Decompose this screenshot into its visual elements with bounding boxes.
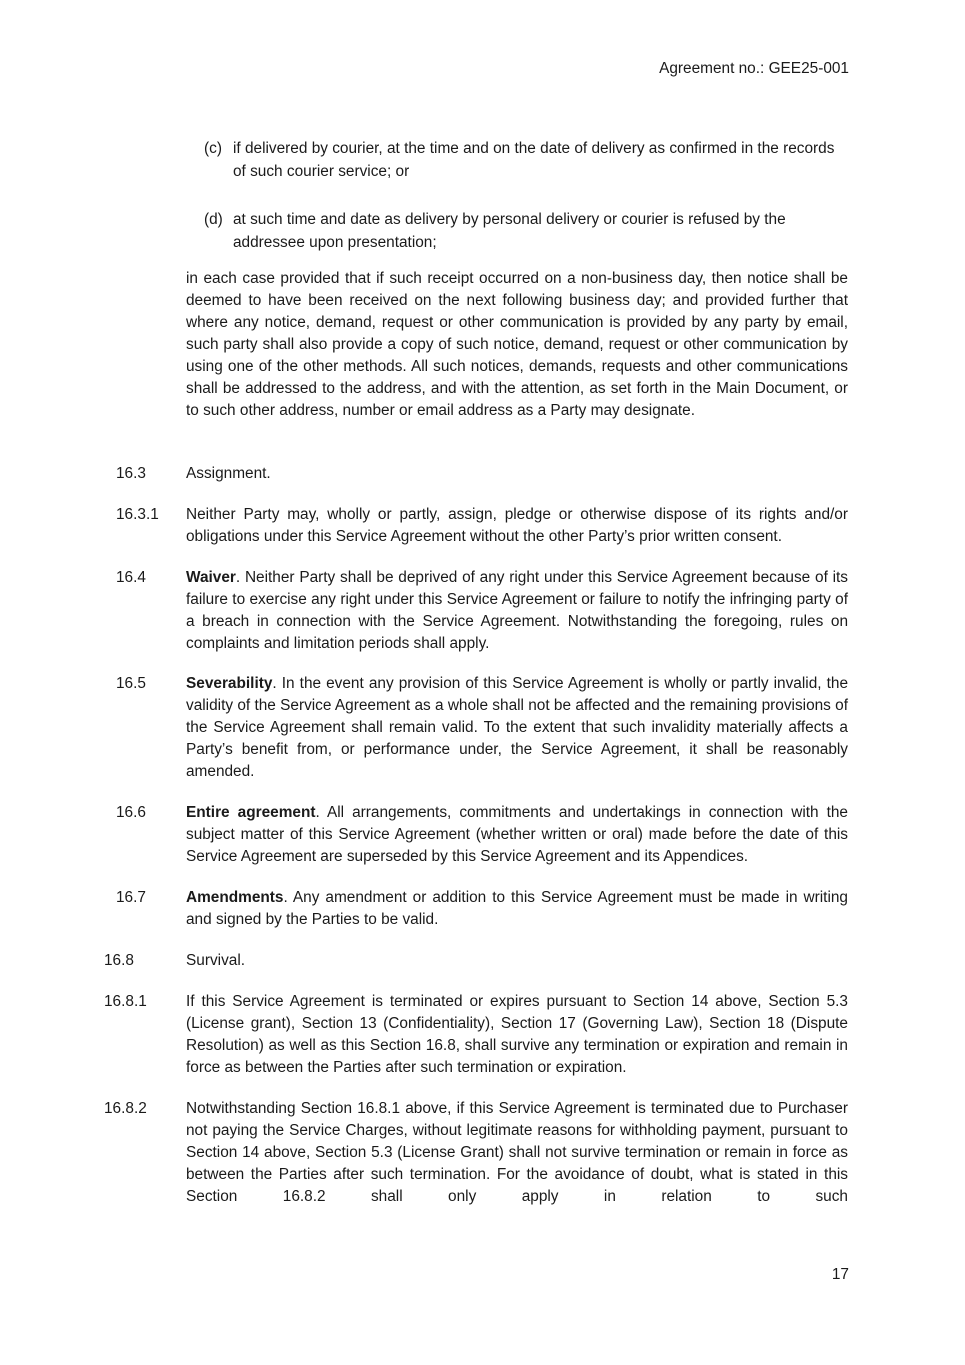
section-text-16-8: Survival. [186, 952, 246, 969]
section-number-16-5: 16.5 [116, 675, 146, 692]
section-title-amendments: Amendments [186, 889, 284, 906]
section-number-16-6: 16.6 [116, 804, 146, 821]
section-text-16-3-1: Neither Party may, wholly or partly, assign, pledge or otherwise dispose of its rights and/or obligations under this Service Agreement without the other Party’s prior written consent. [186, 506, 848, 545]
section-text-16-4: . Neither Party shall be deprived of any right under this Service Agreement because of its failure to exercise any right under this Service Agreement or failure to notify the infringing party of a breach in connection with the Service Agreement. Notwithstanding the foregoing, rules on complaints and limitation periods shall apply. [186, 569, 848, 652]
section-number-16-7: 16.7 [116, 889, 146, 906]
list-label-c: (c) [204, 140, 222, 157]
agreement-number-header: Agreement no.: GEE25-001 [659, 60, 849, 77]
section-number-16-4: 16.4 [116, 569, 146, 586]
section-title-severability: Severability [186, 675, 273, 692]
list-text-c: if delivered by courier, at the time and on the date of delivery as confirmed in the records of such courier service; or [233, 140, 835, 180]
section-number-16-8-1: 16.8.1 [104, 993, 147, 1010]
section-16-5 [186, 673, 848, 783]
list-item-c [204, 137, 848, 183]
section-text-16-3: Assignment. [186, 465, 271, 482]
section-title-waiver: Waiver [186, 569, 236, 586]
section-number-16-8: 16.8 [104, 952, 134, 969]
page-number: 17 [831, 1266, 849, 1283]
section-16-6 [186, 802, 848, 868]
section-text-16-7: . Any amendment or addition to this Service Agreement must be made in writing and signed by the Parties to be valid. [186, 889, 848, 928]
section-number-16-3: 16.3 [116, 465, 146, 482]
section-text-16-5: . In the event any provision of this Service Agreement is wholly or partly invalid, the validity of the Service Agreement as a whole shall not be affected and the remaining provisions of the Service Agreement shall remain valid. To the extent that such invalidity materially affects a Party’s benefit from, or performance under, the Service Agreement, it shall be reasonably amended. [186, 675, 848, 780]
list-label-d: (d) [204, 211, 223, 228]
section-text-16-8-2: Notwithstanding Section 16.8.1 above, if this Service Agreement is terminated due to Purchaser not paying the Service Charges, without legitimate reasons for withholding payment, pursuant to Section 14 above, Section 5.3 (License Grant) shall not survive termination or remain in force as between the Parties after such termination. For the avoidance of doubt, what is stated in this Section 16.8.2 shall only apply in relation to such [186, 1100, 848, 1205]
section-number-16-3-1: 16.3.1 [116, 506, 159, 523]
section-number-16-8-2: 16.8.2 [104, 1100, 147, 1117]
section-text-16-6: . All arrangements, commitments and undertakings in connection with the subject matter of this Service Agreement (whether written or oral) made before the date of this Service Agreement are superseded by this Service Agreement and its Appendices. [186, 804, 848, 865]
notice-continuation-paragraph: in each case provided that if such receipt occurred on a non-business day, then notice shall be deemed to have been received on the next following business day; and provided further that where any notice, demand, request or other communication is provided by any party by email, such party shall also provide a copy of such notice, demand, request or other communication by using one of the other methods. All such notices, demands, requests and other communications shall be addressed to the address, and with the attention, as set forth in the Main Document, or to such other address, number or email address as a Party may designate. [186, 270, 848, 419]
section-title-entire-agreement: Entire agreement [186, 804, 316, 821]
list-item-d [204, 208, 848, 254]
section-16-7 [186, 887, 848, 931]
section-16-4 [186, 567, 848, 655]
list-text-d: at such time and date as delivery by personal delivery or courier is refused by the addressee upon presentation; [233, 211, 786, 251]
section-text-16-8-1: If this Service Agreement is terminated or expires pursuant to Section 14 above, Section 5.3 (License grant), Section 13 (Confidentiality), Section 17 (Governing Law), Section 18 (Dispute Resolution) as well as this Section 16.8, shall survive any termination or expiration and remain in force as between the Parties after such termination or expiration. [186, 993, 848, 1076]
